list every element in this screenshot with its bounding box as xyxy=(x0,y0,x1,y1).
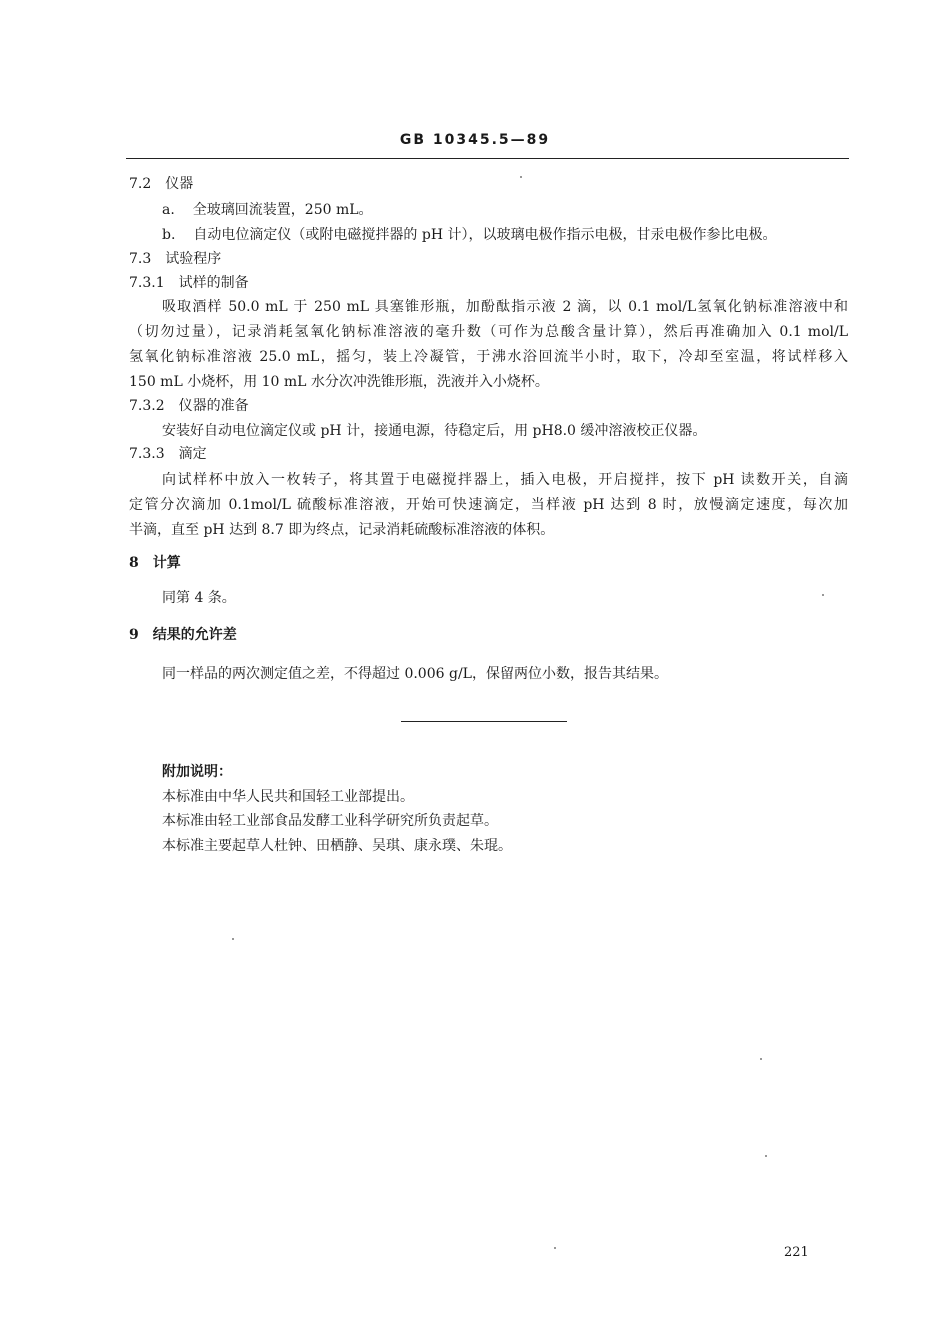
section-number: 7.2 xyxy=(129,176,152,192)
end-rule xyxy=(401,721,567,722)
paragraph-line: 半滴，直至 pH 达到 8.7 即为终点，记录消耗硫酸标准溶液的体积。 xyxy=(129,522,555,538)
scan-speck xyxy=(760,1058,762,1060)
notes-line: 本标准由中华人民共和国轻工业部提出。 xyxy=(162,789,414,805)
list-item xyxy=(162,200,373,220)
section-number: 7.3.2 xyxy=(129,398,165,414)
section-number: 7.3.1 xyxy=(129,275,165,291)
scan-speck xyxy=(765,1155,767,1157)
item-text: 全玻璃回流装置，250 mL。 xyxy=(192,202,373,218)
section-title: 计算 xyxy=(152,555,181,571)
list-item xyxy=(162,225,777,245)
paragraph-line: 吸取酒样 50.0 mL 于 250 mL 具塞锥形瓶，加酚酞指示液 2 滴，以 0.1 mol/L氢氧化钠标准溶液中和 xyxy=(162,299,848,315)
paragraph-line: 向试样杯中放入一枚转子，将其置于电磁搅拌器上，插入电极，开启搅拌，按下 pH 读数开关，自滴 xyxy=(162,472,848,488)
section-title: 试验程序 xyxy=(165,251,222,267)
scan-speck xyxy=(520,176,522,178)
paragraph-line: 安装好自动电位滴定仪或 pH 计，接通电源，待稳定后，用 pH8.0 缓冲溶液校正仪器。 xyxy=(162,423,707,439)
notes-line: 本标准由轻工业部食品发酵工业科学研究所负责起草。 xyxy=(162,813,498,829)
paragraph-line: 150 mL 小烧杯，用 10 mL 水分次冲洗锥形瓶，洗液并入小烧杯。 xyxy=(129,374,549,390)
section-7-3-heading xyxy=(129,249,221,269)
page-number: 221 xyxy=(784,1245,809,1260)
paragraph-line: 同第 4 条。 xyxy=(162,590,236,606)
section-number: 9 xyxy=(129,627,139,643)
item-marker: a. xyxy=(162,202,175,218)
paragraph-line: 同一样品的两次测定值之差，不得超过 0.006 g/L，保留两位小数，报告其结果。 xyxy=(162,666,668,682)
section-7-3-1-heading xyxy=(129,273,249,293)
section-title: 滴定 xyxy=(178,446,207,462)
section-title: 试样的制备 xyxy=(178,275,249,291)
notes-title: 附加说明： xyxy=(162,764,232,780)
notes-line: 本标准主要起草人杜钟、田栖静、吴琪、康永璞、朱琨。 xyxy=(162,838,512,854)
section-title: 仪器 xyxy=(165,176,194,192)
item-marker: b. xyxy=(162,227,176,243)
section-title: 结果的允许差 xyxy=(152,627,237,643)
section-number: 7.3 xyxy=(129,251,152,267)
item-text: 自动电位滴定仪（或附电磁搅拌器的 pH 计），以玻璃电极作指示电极，甘汞电极作参比电极。 xyxy=(193,227,777,243)
header-rule xyxy=(126,158,849,159)
standard-code-header: GB 10345.5—89 xyxy=(399,132,551,148)
section-7-2-heading xyxy=(129,174,193,194)
section-8-heading xyxy=(129,553,181,573)
section-number: 7.3.3 xyxy=(129,446,165,462)
section-7-3-2-heading xyxy=(129,396,249,416)
section-number: 8 xyxy=(129,555,139,571)
section-7-3-3-heading xyxy=(129,444,207,464)
paragraph-line: 氢氧化钠标准溶液 25.0 mL，摇匀，装上冷凝管，于沸水浴回流半小时，取下，冷却至室温，将试样移入 xyxy=(129,349,848,365)
paragraph-line: 定管分次滴加 0.1mol/L 硫酸标准溶液，开始可快速滴定，当样液 pH 达到 8 时，放慢滴定速度，每次加 xyxy=(129,497,848,513)
section-9-heading xyxy=(129,625,237,645)
scan-speck xyxy=(822,594,824,596)
scan-speck xyxy=(232,938,234,940)
section-title: 仪器的准备 xyxy=(178,398,249,414)
scan-speck xyxy=(554,1247,556,1249)
paragraph-line: （切勿过量），记录消耗氢氧化钠标准溶液的毫升数（可作为总酸含量计算），然后再准确加入 0.1 mol/L xyxy=(129,324,848,340)
